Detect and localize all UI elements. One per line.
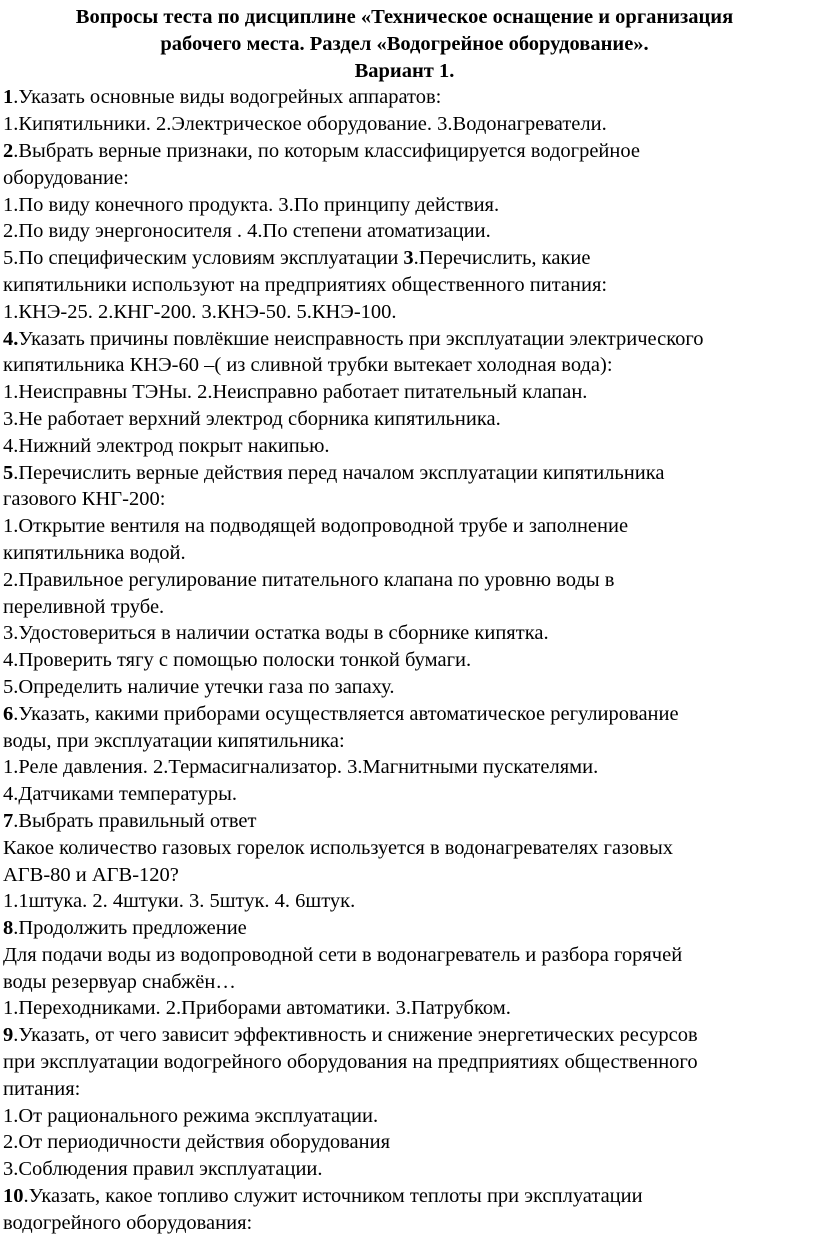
- answer-options: 1.От рационального режима эксплуатации.: [3, 1104, 379, 1127]
- answer-options: 4.Нижний электрод покрыт накипью.: [3, 434, 330, 457]
- question-number: 3: [403, 247, 414, 270]
- question-text-cont: кипятильники используют на предприятиях общественного питания:: [3, 273, 608, 296]
- question-text-cont: питания:: [3, 1077, 81, 1100]
- answer-options: 2.Правильное регулирование питательного клапана по уровню воды в: [3, 568, 615, 591]
- question-number: 5: [3, 461, 14, 484]
- question-body: воды резервуар снабжён…: [3, 970, 236, 993]
- answer-options: 2.По виду энергоносителя . 4.По степени атоматизации.: [3, 220, 491, 243]
- question-body: АГВ-80 и АГВ-120?: [3, 863, 179, 886]
- question-text: .Перечислить, какие: [413, 247, 591, 270]
- question-text: .Перечислить верные действия перед началом эксплуатации кипятильника: [13, 461, 665, 484]
- question-text: .Выбрать правильный ответ: [13, 809, 257, 832]
- question-text: .Продолжить предложение: [13, 917, 247, 940]
- variant-label: Вариант 1.: [354, 59, 455, 82]
- answer-options: 3.Удостовериться в наличии остатка воды в сборнике кипятка.: [3, 622, 549, 645]
- question-text-cont: водогрейного оборудования:: [3, 1211, 253, 1234]
- question-text: .Указать, какое топливо служит источником теплоты при эксплуатации: [23, 1185, 643, 1208]
- question-text: .Указать основные виды водогрейных аппаратов:: [13, 86, 442, 109]
- answer-options: 1.Реле давления. 2.Термасигнализатор. 3.Магнитными пускателями.: [3, 756, 599, 779]
- question-7: [3, 808, 806, 835]
- answer-options: кипятильника водой.: [3, 541, 186, 564]
- answer-options: 5.По специфическим условиям эксплуатации: [3, 247, 404, 270]
- question-10: [3, 1183, 806, 1210]
- answer-options: 1.Переходниками. 2.Приборами автоматики. 3.Патрубком.: [3, 997, 511, 1020]
- question-9: [3, 1022, 806, 1049]
- question-8: [3, 915, 806, 942]
- answer-options: переливной трубе.: [3, 595, 165, 618]
- question-text: Указать причины повлёкшие неисправность при эксплуатации электрического: [18, 327, 704, 350]
- question-number: 1: [3, 86, 14, 109]
- questions-body: [3, 84, 806, 1236]
- question-body: Какое количество газовых горелок используется в водонагревателях газовых: [3, 836, 673, 859]
- question-text-cont: оборудование:: [3, 166, 129, 189]
- question-5: [3, 460, 806, 487]
- question-1: [3, 84, 806, 111]
- question-number: 6: [3, 702, 14, 725]
- question-3: [3, 245, 806, 272]
- answer-options: 4.Проверить тягу с помощью полоски тонкой бумаги.: [3, 649, 472, 672]
- question-number: 9: [3, 1024, 14, 1047]
- answer-options: 3.Не работает верхний электрод сборника кипятильника.: [3, 407, 501, 430]
- question-text-cont: при эксплуатации водогрейного оборудования на предприятиях общественного: [3, 1051, 698, 1074]
- question-number: 2: [3, 139, 14, 162]
- title-line-1: Вопросы теста по дисциплине «Техническое оснащение и организация: [75, 6, 734, 28]
- question-number: 4.: [3, 327, 19, 350]
- answer-options: 1.КНЭ-25. 2.КНГ-200. 3.КНЭ-50. 5.КНЭ-100.: [3, 300, 397, 323]
- question-6: [3, 701, 806, 728]
- answer-options: 3.Соблюдения правил эксплуатации.: [3, 1158, 323, 1181]
- question-text-cont: кипятильника КНЭ-60 –( из сливной трубки вытекает холодная вода):: [3, 354, 613, 377]
- question-number: 8: [3, 917, 14, 940]
- answer-options: 1.Кипятильники. 2.Электрическое оборудование. 3.Водонагреватели.: [3, 113, 607, 136]
- question-2: [3, 138, 806, 165]
- question-text: .Выбрать верные признаки, по которым классифицируется водогрейное: [13, 139, 640, 162]
- question-4: [3, 326, 806, 353]
- question-text-cont: газового КНГ-200:: [3, 488, 166, 511]
- answer-options: 4.Датчиками температуры.: [3, 783, 237, 806]
- answer-options: 1.Открытие вентиля на подводящей водопроводной трубе и заполнение: [3, 515, 629, 538]
- answer-options: 1.1штука. 2. 4штуки. 3. 5штук. 4. 6штук.: [3, 890, 356, 913]
- question-number: 10: [3, 1185, 24, 1208]
- question-text: .Указать, от чего зависит эффективность и снижение энергетических ресурсов: [13, 1024, 698, 1047]
- answer-options: 1.Неисправны ТЭНы. 2.Неисправно работает питательный клапан.: [3, 381, 588, 404]
- question-number: 7: [3, 809, 14, 832]
- question-text-cont: воды, при эксплуатации кипятильника:: [3, 729, 345, 752]
- document-title: [3, 4, 806, 84]
- title-line-2: рабочего места. Раздел «Водогрейное оборудование».: [160, 32, 649, 55]
- question-body: Для подачи воды из водопроводной сети в водонагреватель и разбора горячей: [3, 943, 683, 966]
- question-text: .Указать, какими приборами осуществляется автоматическое регулирование: [13, 702, 679, 725]
- answer-options: 2.От периодичности действия оборудования: [3, 1131, 390, 1154]
- answer-options: 5.Определить наличие утечки газа по запаху.: [3, 675, 395, 698]
- answer-options: 1.По виду конечного продукта. 3.По принципу действия.: [3, 193, 500, 216]
